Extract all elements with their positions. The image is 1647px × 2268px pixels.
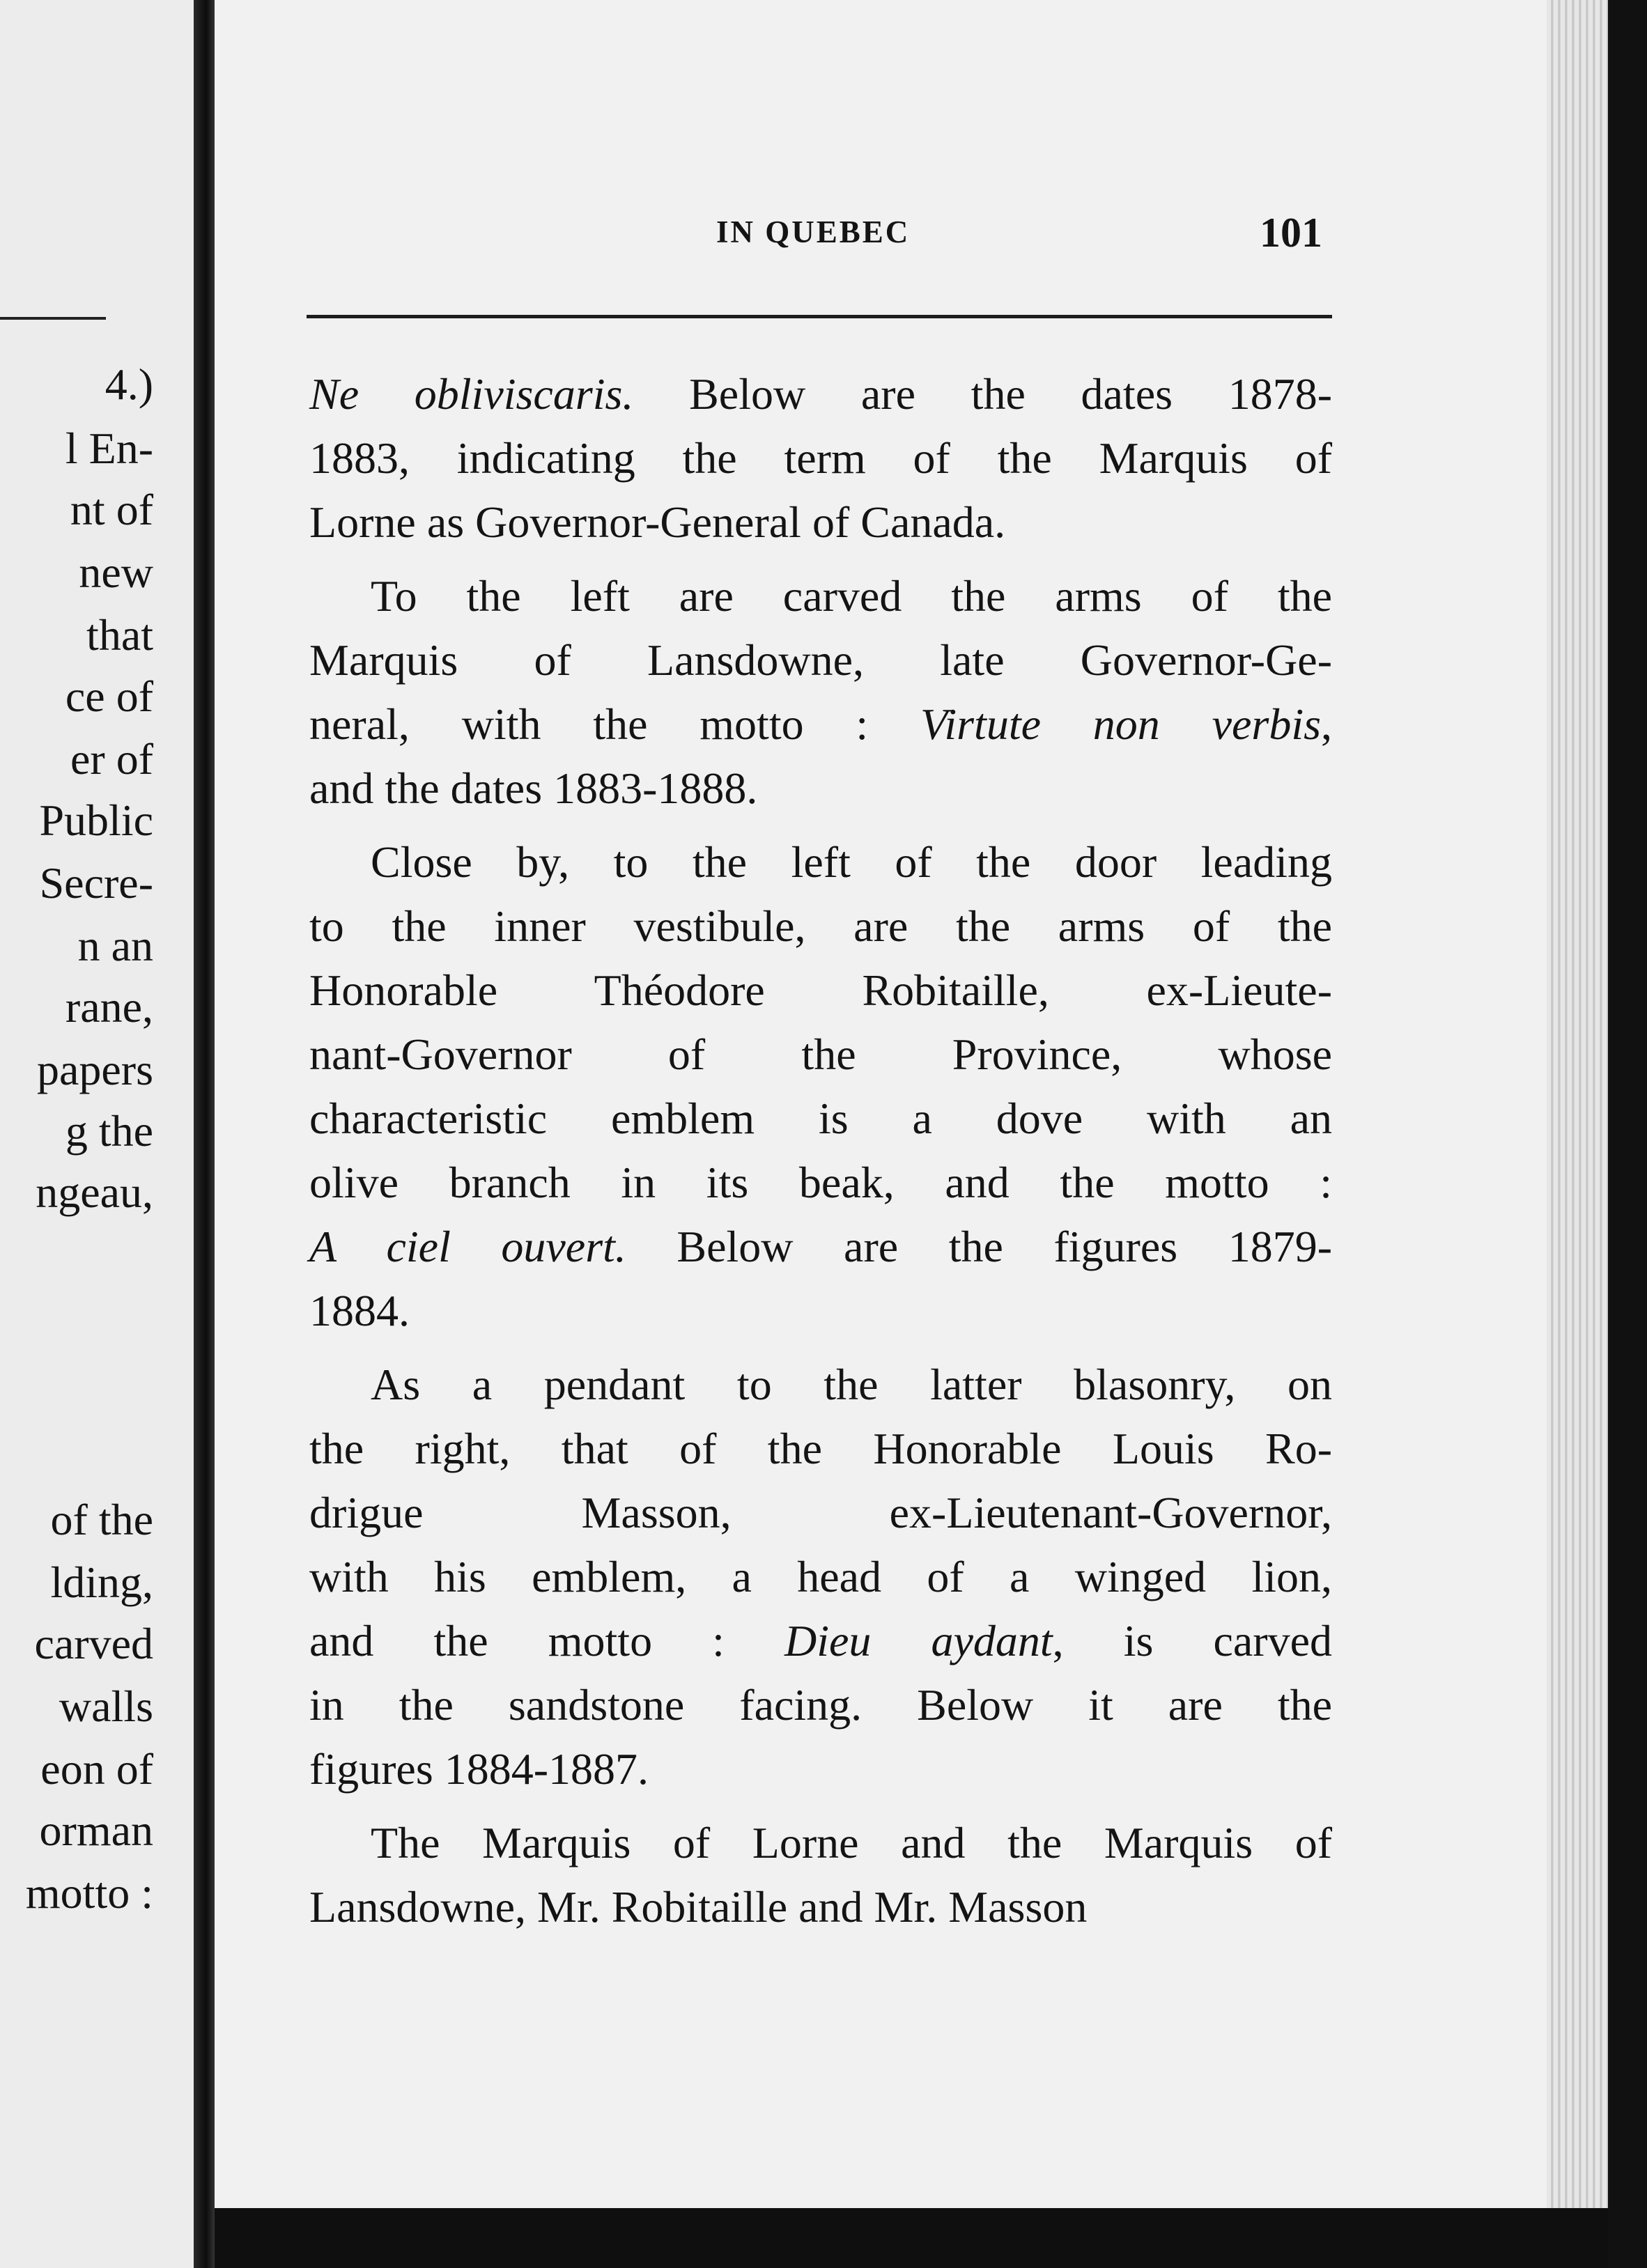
text-line bbox=[309, 1151, 1332, 1215]
left-page-fragment bbox=[0, 0, 194, 2268]
left-page-line: rane, bbox=[65, 982, 153, 1032]
page-edges bbox=[1547, 0, 1608, 2208]
text-line bbox=[309, 756, 1332, 821]
left-page-line: 4.) bbox=[105, 359, 153, 409]
text-segment: figures 1884-1887. bbox=[309, 1744, 649, 1794]
left-page-line: carved bbox=[34, 1619, 153, 1668]
text-line bbox=[309, 1545, 1332, 1609]
text-segment: and the motto : bbox=[309, 1616, 784, 1665]
background-bottom bbox=[215, 2208, 1608, 2268]
text-line bbox=[309, 1215, 1332, 1279]
body-text bbox=[309, 362, 1332, 1939]
text-line bbox=[309, 1279, 1332, 1343]
text-segment: characteristic emblem is a dove with an bbox=[309, 1094, 1332, 1143]
left-page-line: ngeau, bbox=[36, 1167, 153, 1217]
left-page-line: Public bbox=[39, 795, 153, 845]
paragraph bbox=[309, 830, 1332, 1343]
text-segment: 1883, indicating the term of the Marquis of bbox=[309, 433, 1332, 483]
text-line bbox=[309, 1875, 1332, 1939]
text-segment: Lorne as Governor-General of Canada. bbox=[309, 497, 1006, 547]
text-line bbox=[309, 628, 1332, 692]
text-line bbox=[309, 1673, 1332, 1737]
text-line bbox=[309, 894, 1332, 958]
text-segment: , is carved bbox=[1052, 1616, 1333, 1665]
left-page-line: er of bbox=[70, 734, 153, 784]
text-segment: 1884. bbox=[309, 1286, 410, 1335]
text-segment: Close by, to the left of the door leading bbox=[371, 837, 1332, 887]
paragraph bbox=[309, 1811, 1332, 1939]
text-segment: Below are the dates 1878- bbox=[633, 369, 1332, 419]
text-segment: Lansdowne, Mr. Robitaille and Mr. Masson bbox=[309, 1882, 1088, 1932]
text-segment: , bbox=[1321, 699, 1333, 749]
left-page-line: new bbox=[79, 547, 153, 597]
left-page-line: ce of bbox=[65, 671, 153, 721]
left-page-line: lding, bbox=[50, 1558, 153, 1607]
italic-text: A ciel ouvert. bbox=[309, 1222, 626, 1271]
text-segment: Marquis of Lansdowne, late Governor-Ge- bbox=[309, 635, 1332, 685]
italic-text: Dieu aydant bbox=[784, 1616, 1053, 1665]
book-gutter bbox=[194, 0, 215, 2268]
left-page-line: motto : bbox=[25, 1868, 153, 1918]
left-page-rule bbox=[0, 317, 106, 320]
left-page-line: nt of bbox=[70, 485, 153, 534]
paragraph bbox=[309, 1353, 1332, 1801]
background-right bbox=[1608, 0, 1647, 2268]
text-segment: Honorable Théodore Robitaille, ex-Lieute- bbox=[309, 965, 1332, 1015]
left-page-line: Secre- bbox=[39, 858, 153, 908]
text-segment: nant-Governor of the Province, whose bbox=[309, 1030, 1332, 1079]
text-line bbox=[309, 426, 1332, 490]
text-line bbox=[309, 1737, 1332, 1801]
text-line bbox=[309, 1087, 1332, 1151]
italic-text: Virtute non verbis bbox=[920, 699, 1322, 749]
text-line bbox=[309, 1811, 1332, 1875]
left-page-line: g the bbox=[65, 1106, 153, 1156]
left-page-line: orman bbox=[39, 1805, 153, 1855]
text-segment: The Marquis of Lorne and the Marquis of bbox=[371, 1818, 1332, 1867]
text-line bbox=[309, 692, 1332, 756]
text-segment: the right, that of the Honorable Louis Ro- bbox=[309, 1424, 1332, 1473]
left-page-line: eon of bbox=[40, 1744, 153, 1794]
text-segment: to the inner vestibule, are the arms of the bbox=[309, 901, 1332, 951]
text-line bbox=[309, 564, 1332, 628]
text-segment: with his emblem, a head of a winged lion, bbox=[309, 1552, 1332, 1601]
text-line bbox=[309, 1481, 1332, 1545]
page-number: 101 bbox=[1260, 210, 1322, 256]
left-page-line: l En- bbox=[65, 424, 153, 473]
text-segment: and the dates 1883-1888. bbox=[309, 763, 758, 813]
text-line bbox=[309, 958, 1332, 1023]
italic-text: Ne obliviscaris. bbox=[309, 369, 634, 419]
text-segment: To the left are carved the arms of the bbox=[371, 571, 1332, 621]
left-page-line: that bbox=[86, 610, 153, 660]
text-segment: As a pendant to the latter blasonry, on bbox=[371, 1360, 1332, 1409]
text-line bbox=[309, 362, 1332, 426]
text-segment: drigue Masson, ex-Lieutenant-Governor, bbox=[309, 1488, 1332, 1537]
left-page-line: papers bbox=[36, 1045, 153, 1094]
text-segment: neral, with the motto : bbox=[309, 699, 920, 749]
text-line bbox=[309, 1417, 1332, 1481]
paragraph bbox=[309, 564, 1332, 821]
text-line bbox=[309, 490, 1332, 554]
text-segment: in the sandstone facing. Below it are the bbox=[309, 1680, 1332, 1730]
paragraph bbox=[309, 362, 1332, 554]
text-line bbox=[309, 1609, 1332, 1673]
left-page-line: of the bbox=[50, 1495, 153, 1544]
running-head: IN QUEBEC bbox=[716, 215, 911, 249]
text-line bbox=[309, 1023, 1332, 1087]
left-page-line: n an bbox=[77, 921, 153, 970]
text-line bbox=[309, 830, 1332, 894]
left-page-line: walls bbox=[59, 1681, 153, 1731]
text-segment: Below are the figures 1879- bbox=[626, 1222, 1333, 1271]
text-segment: olive branch in its beak, and the motto : bbox=[309, 1158, 1332, 1207]
header-rule bbox=[307, 315, 1332, 318]
text-line bbox=[309, 1353, 1332, 1417]
